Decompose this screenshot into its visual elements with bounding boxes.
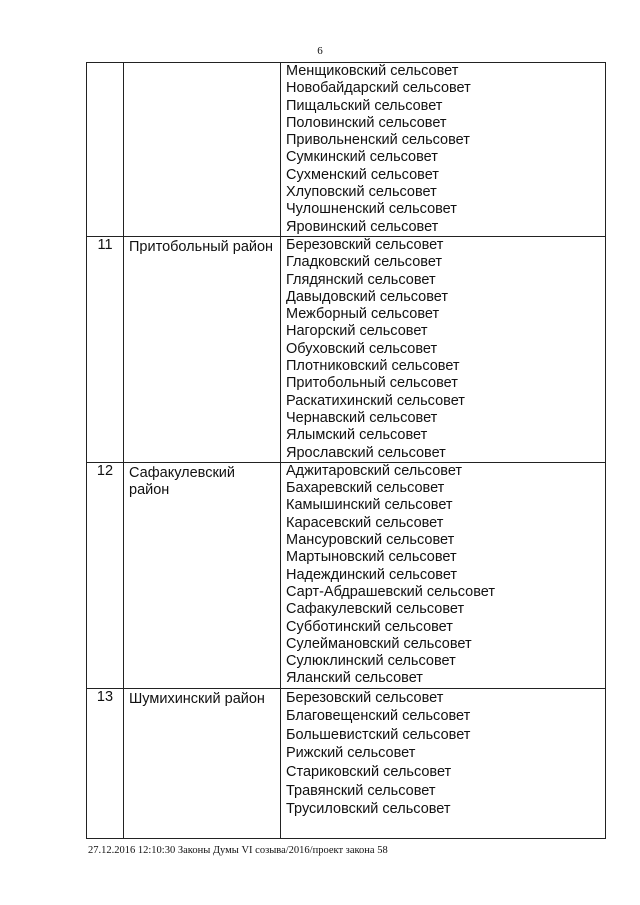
council-item: Сухменский сельсовет [286,166,439,183]
council-item: Менщиковский сельсовет [286,63,459,79]
table-row [87,462,606,688]
council-item: Мансуровский сельсовет [286,532,455,549]
council-item: Сумкинский сельсовет [286,149,438,166]
council-item: Карасевский сельсовет [286,514,444,531]
council-item: Раскатихинский сельсовет [286,392,465,409]
council-item: Чернавский сельсовет [286,409,438,426]
council-item: Рижский сельсовет [286,745,416,762]
council-item: Плотниковский сельсовет [286,358,460,375]
table-row [87,236,606,462]
council-list [281,236,606,462]
council-item: Обуховский сельсовет [286,340,438,357]
row-number: 13 [87,688,124,838]
council-item: Нагорский сельсовет [286,323,428,340]
council-item: Благовещенский сельсовет [286,708,471,725]
council-item: Бахаревский сельсовет [286,480,445,497]
council-item: Давыдовский сельсовет [286,288,448,305]
council-item: Половинский сельсовет [286,114,447,131]
council-list [281,688,606,838]
council-item: Яланский сельсовет [286,670,423,687]
council-item: Гладковский сельсовет [286,254,443,271]
council-item: Сулеймановский сельсовет [286,635,472,652]
page-number: 6 [317,45,323,57]
council-list [281,462,606,688]
council-item: Межборный сельсовет [286,306,440,323]
districts-table-body [87,63,606,839]
document-footer: 27.12.2016 12:10:30 Законы Думы VI созыва/2016/проект закона 58 [88,845,388,856]
district-name: Шумихинский район [124,688,281,838]
council-item: Пищальский сельсовет [286,97,443,114]
council-item: Сафакулевский сельсовет [286,601,465,618]
table-row [87,688,606,838]
council-item: Березовский сельсовет [286,689,444,706]
council-item: Притобольный сельсовет [286,375,458,392]
district-name: Притобольный район [124,236,281,462]
council-item: Хлуповский сельсовет [286,184,437,201]
council-item: Субботинский сельсовет [286,618,453,635]
council-item: Чулошненский сельсовет [286,201,457,218]
council-item: Ялымский сельсовет [286,427,428,444]
districts-table [86,62,606,839]
council-item: Большевистский сельсовет [286,726,471,743]
council-item: Мартыновский сельсовет [286,549,457,566]
row-number: 11 [87,236,124,462]
council-item: Привольненский сельсовет [286,132,470,149]
table-row [87,63,606,237]
council-item: Травянский сельсовет [286,782,436,799]
council-item: Сарт-Абдрашевский сельсовет [286,583,495,600]
row-number: 12 [87,462,124,688]
council-item: Трусиловский сельсовет [286,801,451,818]
council-item: Аджитаровский сельсовет [286,462,463,479]
council-item: Надеждинский сельсовет [286,566,458,583]
council-item: Стариковский сельсовет [286,764,452,781]
council-item: Березовский сельсовет [286,236,444,253]
row-number [87,63,124,237]
council-item: Яровинский сельсовет [286,218,439,235]
council-item: Сулюклинский сельсовет [286,653,456,670]
district-name [124,63,281,237]
council-list [281,63,606,237]
district-name: Сафакулевский район [124,462,281,688]
council-item: Ярославский сельсовет [286,444,446,461]
council-item: Камышинский сельсовет [286,497,453,514]
council-item: Глядянский сельсовет [286,271,436,288]
council-item: Новобайдарский сельсовет [286,80,471,97]
